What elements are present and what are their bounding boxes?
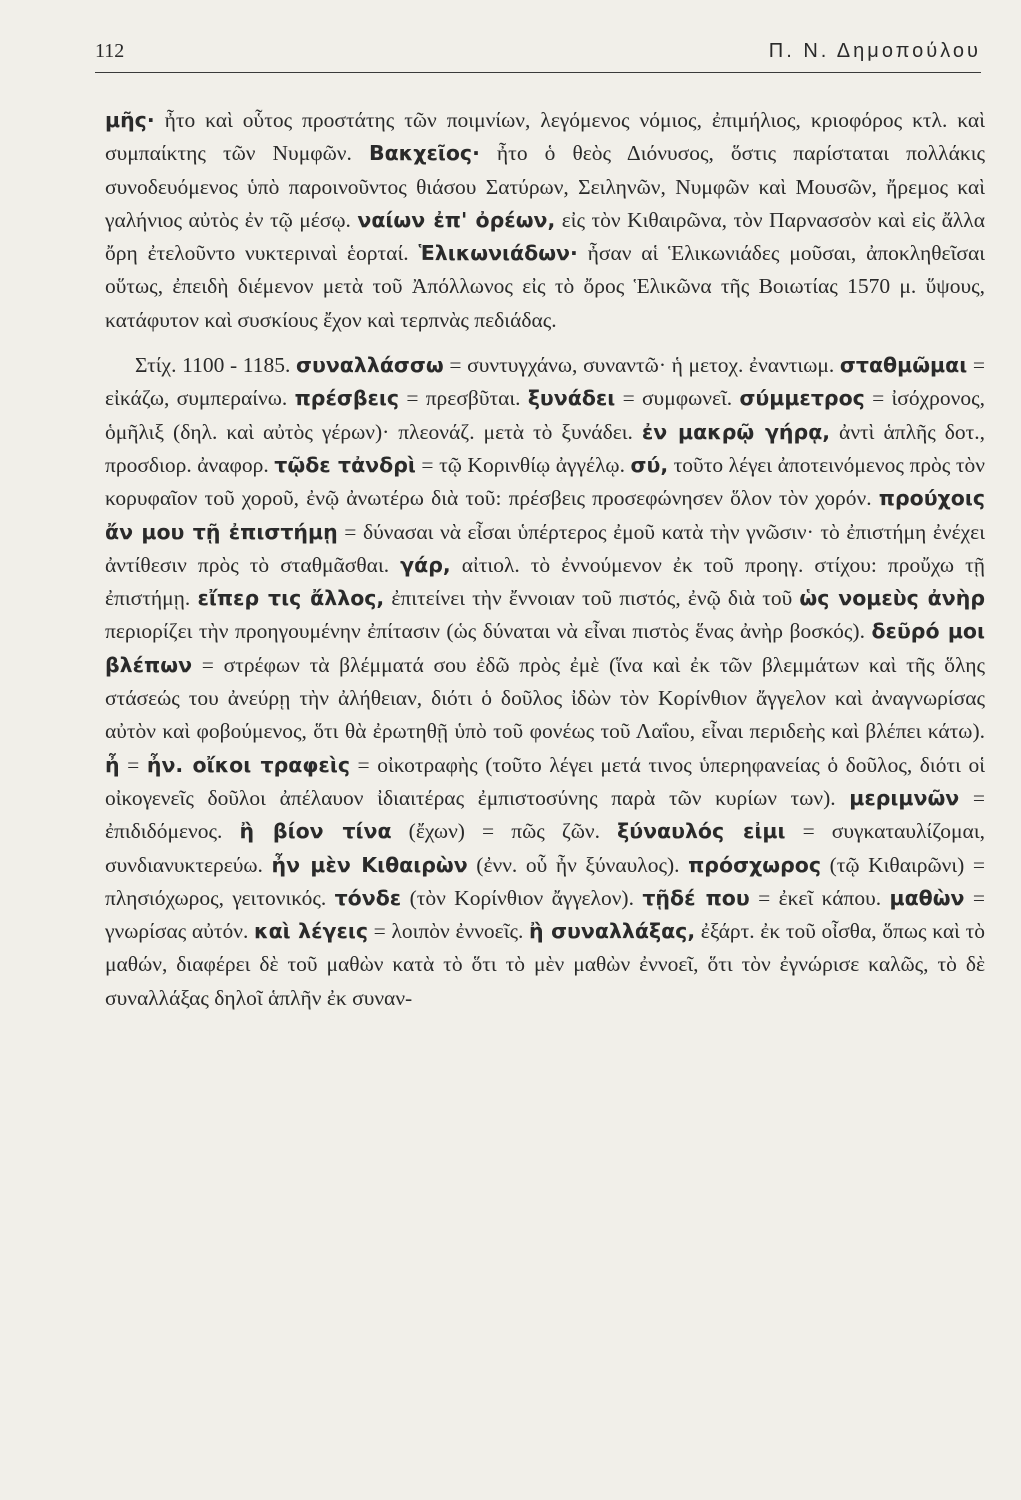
commentary-text: Στίχ. 1100 - 1185. [135,353,297,378]
paragraph [105,104,985,337]
commentary-text: = συγκαταυλίζομαι, συνδιανυκτερεύω. [105,819,985,877]
commentary-text: = ἐπιδιδόμενος. [105,785,985,844]
headword: ἢ βίον τίνα [239,819,392,844]
headword: Ἑλικωνιάδων· [418,241,578,266]
headword: ἢ συναλλάξας, [529,919,696,944]
headword: τόνδε [334,885,402,910]
commentary-text: = συμφωνεῖ. [615,386,740,411]
commentary-text: = ἐκεῖ κάπου. [749,885,890,910]
body-text [105,104,985,1015]
commentary-text: = γνωρίσας αὐτόν. [105,885,986,944]
headword: τῷδε τἀνδρὶ [274,452,416,477]
commentary-text: = οἰκοτραφὴς (τοῦτο λέγει μετά τινος ὑπερηφανείας ὁ δοῦλος, διότι οἱ οἰκογενεῖς δοῦλοι ἀπέλαυον ἰδιαιτέρας ἐμπιστοσύνης παρὰ τῶν κυρίων των). [105,752,985,810]
commentary-text: (τὸν Κορίνθιον ἄγγελον). [401,885,643,910]
headword: μῆς· [105,108,155,132]
commentary-text: ἀντὶ ἁπλῆς δοτ., προσδιορ. ἀναφορ. [105,419,986,477]
commentary-text: (τῷ Κιθαιρῶνι) = πλησιόχωρος, γειτονικός. [105,852,986,910]
headword: σύ, [630,452,669,477]
commentary-text: ἐπιτείνει τὴν ἔννοιαν τοῦ πιστός, ἐνῷ διὰ τοῦ [384,586,800,611]
commentary-text: = ἰσόχρονος, ὁμῆλιξ (δηλ. καὶ αὐτὸς γέρων)· πλεονάζ. μετὰ τὸ ξυνάδει. [105,386,985,444]
headword: ὡς νομεὺς ἀνὴρ [799,586,985,611]
commentary-text: = λοιπὸν ἐννοεῖς. [368,919,530,944]
commentary-text: τοῦτο λέγει ἀποτεινόμενος πρὸς τὸν κορυφαῖον τοῦ χοροῦ, ἐνῷ ἀνωτέρω διὰ τοῦ: πρέσβεις προσεφώνησεν ὅλον τὸν χορόν. [105,452,985,511]
commentary-text: = στρέφων τὰ βλέμματά σου ἐδῶ πρὸς ἐμὲ (ἵνα καὶ ἐκ τῶν βλεμμάτων καὶ τῆς ὅλης στάσεώς του ἀνεύρῃ τὴν ἀλήθειαν, διότι ὁ δοῦλος ἰδὼν τὸν Κορίνθιον ἄγγελον καὶ ἀναγνωρίσας αὐτὸν καὶ φοβούμενος, ὅτι θὰ ἐρωτηθῇ ὑπὸ τοῦ φονέως τοῦ Λαΐου, εἶναι περιδεὴς καὶ βλέπει κάτω). [105,652,985,744]
headword: ἐν μακρῷ γήρᾳ, [641,419,831,444]
headword: μεριμνῶν [849,785,960,810]
commentary-text: ἦσαν αἱ Ἑλικωνιάδες μοῦσαι, ἀποκληθεῖσαι οὕτως, ἐπειδὴ διέμενον μετὰ τοῦ Ἀπόλλωνος εἰς τὸ ὄρος Ἑλικῶνα τῆς Βοιωτίας 1570 μ. ὕψους, κατάφυτον καὶ συσκίους ἔχον καὶ τερπνὰς πεδιάδας. [105,241,985,332]
headword: ξυνάδει [527,386,616,411]
headword: πρόσχωρος [688,852,821,877]
headword: γάρ, [400,552,451,577]
commentary-text: = πρεσβῦται. [399,386,528,411]
headword: προύχοις ἄν μου τῇ ἐπιστήμῃ [105,486,985,544]
headword: εἴπερ τις ἄλλος, [197,586,385,611]
headword: Βακχεῖος· [368,141,480,166]
headword: σύμμετρος [739,386,865,411]
commentary-text: (ἐνν. οὗ ἦν ξύναυλος). [467,852,689,877]
commentary-text: = δύνασαι νὰ εἶσαι ὑπέρτερος ἐμοῦ κατὰ τὴν γνῶσιν· τὸ ἐπιστήμη ἐνέχει ἀντίθεσιν πρὸς τὸ σταθμᾶσθαι. [105,519,985,577]
commentary-text: ἦτο καὶ οὗτος προστάτης τῶν ποιμνίων, λεγόμενος νόμιος, ἐπιμήλιος, κριοφόρος κτλ. καὶ συμπαίκτης τῶν Νυμφῶν. [105,108,985,166]
commentary-text: αἰτιολ. τὸ ἐννούμενον ἐκ τοῦ προηγ. στίχου: προὔχω τῇ ἐπιστήμῃ. [105,552,985,611]
page-number: 112 [95,40,125,62]
header-rule [95,72,981,73]
headword: ξύναυλός εἰμι [617,819,786,844]
headword: ἦν. οἴκοι τραφεὶς [146,752,350,777]
headword: τῇδέ που [642,885,750,910]
commentary-text: ἦτο ὁ θεὸς Διόνυσος, ὅστις παρίσταται πολλάκις συνοδευόμενος ὑπὸ παροινοῦντος θιάσου Σατύρων, Σειληνῶν, Νυμφῶν καὶ Μουσῶν, ἤρεμος καὶ γαλήνιος αὐτὸς ἐν τῷ μέσῳ. [105,141,985,232]
headword: ναίων ἐπ' ὀρέων, [357,207,556,232]
commentary-text: εἰς τὸν Κιθαιρῶνα, τὸν Παρνασσὸν καὶ εἰς ἄλλα ὄρη ἐτελοῦντο νυκτεριναὶ ἑορταί. [105,207,985,266]
commentary-text: = συντυγχάνω, συναντῶ· ἡ μετοχ. ἐναντιωμ. [443,353,840,378]
headword: συναλλάσσω [296,353,444,378]
headword: μαθὼν [889,885,965,910]
headword: καὶ λέγεις [254,919,368,944]
commentary-text: = τῷ Κορινθίῳ ἀγγέλῳ. [415,452,631,477]
headword: ἦ [105,752,120,777]
paragraph [105,349,985,1015]
running-head: Π. Ν. Δημοπούλου [768,40,981,62]
commentary-text: = [119,752,147,777]
page-header [95,40,981,74]
commentary-text: (ἔχων) = πῶς ζῶν. [391,819,618,844]
headword: ἦν μὲν Κιθαιρὼν [271,852,468,877]
headword: δεῦρό μοι βλέπων [105,619,986,677]
commentary-text: ἐξάρτ. ἐκ τοῦ οἶσθα, ὅπως καὶ τὸ μαθών, διαφέρει δὲ τοῦ μαθὼν κατὰ τὸ ὅτι τὸ μὲν μαθὼν ἐννοεῖ, ὅτι τὸν ἐγνώρισε καλῶς, τὸ δὲ συναλλάξας δηλοῖ ἁπλῆν ἐκ συναν- [105,919,985,1010]
headword: πρέσβεις [294,386,400,411]
commentary-text: περιορίζει τὴν προηγουμένην ἐπίτασιν (ὡς δύναται νὰ εἶναι πιστὸς ἕνας ἀνὴρ βοσκός). [105,619,872,644]
headword: σταθμῶμαι [839,353,968,378]
commentary-text: = εἰκάζω, συμπεραίνω. [105,353,985,411]
